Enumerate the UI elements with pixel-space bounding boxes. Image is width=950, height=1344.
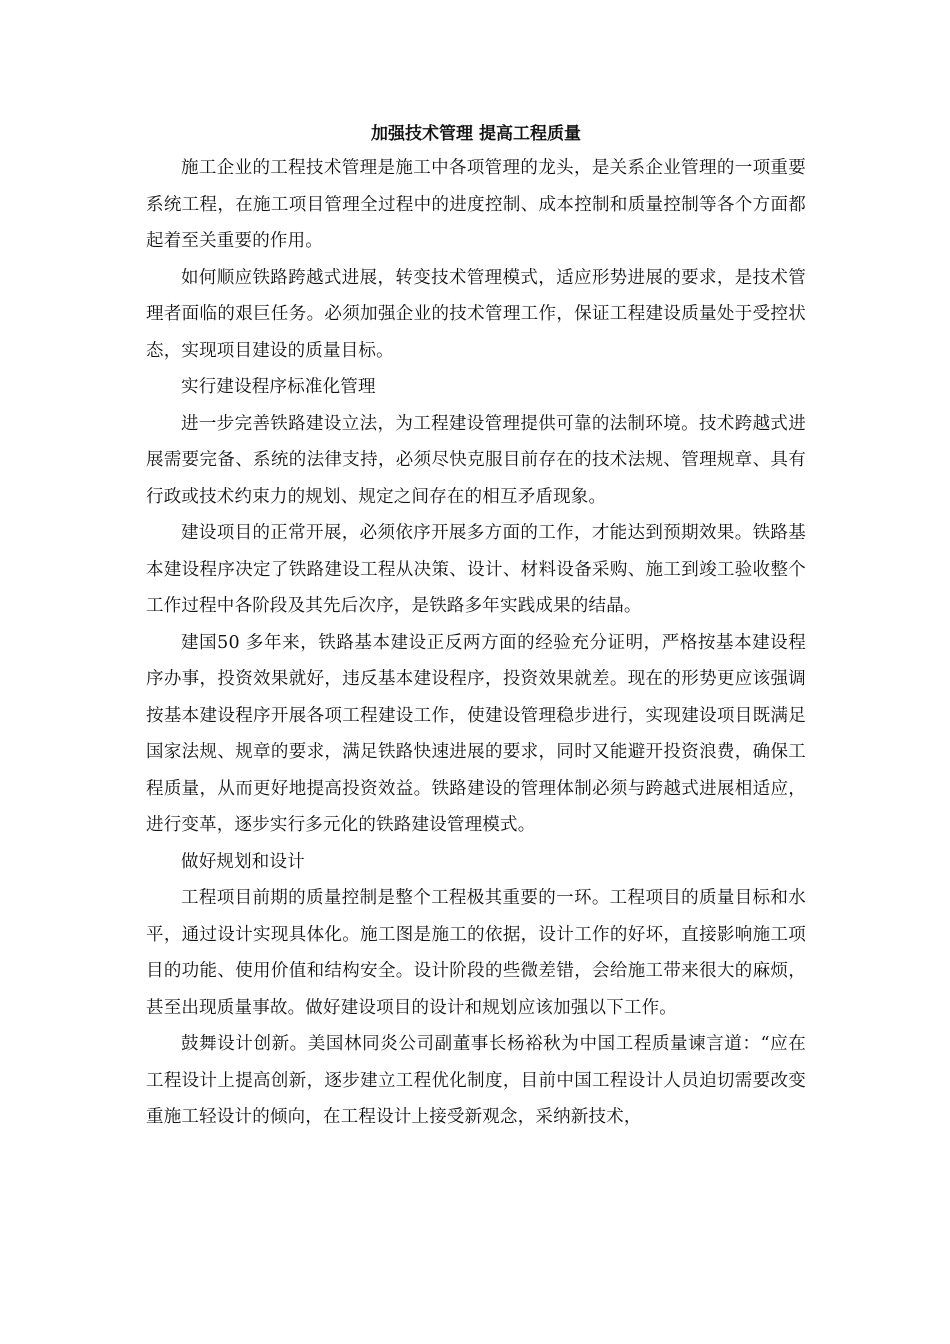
document-title: 加强技术管理 提高工程质量 (371, 124, 581, 144)
section-heading-standardization: 实行建设程序标准化管理 (181, 377, 376, 397)
paragraph-experience: 建国50 多年来，铁路基本建设正反两方面的经验充分证明，严格按基本建设程序办事，投资效果就好，违反基本建设程序，投资效果就差。现在的形势更应该强调按基本建设程序开展各项工程建设工作，使建设管理稳步进行，实现建设项目既满足国家法规、规章的要求，满足铁路快速进展的要求，同时又能避开投资浪费，确保工程质量，从而更好地提高投资效益。铁路建设的管理体制必须与跨越式进展相适应，进行变革，逐步实行多元化的铁路建设管理模式。 (146, 632, 806, 835)
paragraph-legislation: 进一步完善铁路建设立法，为工程建设管理提供可靠的法制环境。技术跨越式进展需要完备、系统的法律支持，必须尽快克服目前存在的技术法规、管理规章、具有行政或技术约束力的规划、规定之间存在的相互矛盾现象。 (146, 413, 806, 507)
paragraph-intro: 施工企业的工程技术管理是施工中各项管理的龙头，是关系企业管理的一项重要系统工程，在施工项目管理全过程中的进度控制、成本控制和质量控制等各个方面都起着至关重要的作用。 (146, 158, 806, 251)
paragraph-task: 如何顺应铁路跨越式进展，转变技术管理模式，适应形势进展的要求，是技术管理者面临的艰巨任务。必须加强企业的技术管理工作，保证工程建设质量处于受控状态，实现项目建设的质量目标。 (146, 267, 806, 361)
paragraph-quality-control: 工程项目前期的质量控制是整个工程极其重要的一环。工程项目的质量目标和水平，通过设计实现具体化。施工图是施工的依据，设计工作的好坏，直接影响施工项目的功能、使用价值和结构安全。设计阶段的些微差错，会给施工带来很大的麻烦，甚至出现质量事故。做好建设项目的设计和规划应该加强以下工作。 (146, 888, 806, 1018)
paragraph-procedure: 建设项目的正常开展，必须依序开展多方面的工作，才能达到预期效果。铁路基本建设程序决定了铁路建设工程从决策、设计、材料设备采购、施工到竣工验收整个工作过程中各阶段及其先后次序，是铁路多年实践成果的结晶。 (146, 523, 806, 616)
section-heading-planning: 做好规划和设计 (181, 851, 305, 872)
document-page (146, 120, 806, 1136)
paragraph-design-innovation: 鼓舞设计创新。美国林同炎公司副董事长杨裕秋为中国工程质量谏言道：“应在工程设计上提高创新，逐步建立工程优化制度，目前中国工程设计人员迫切需要改变重施工轻设计的倾向，在工程设计上接受新观念，采纳新技术， (146, 1034, 806, 1127)
